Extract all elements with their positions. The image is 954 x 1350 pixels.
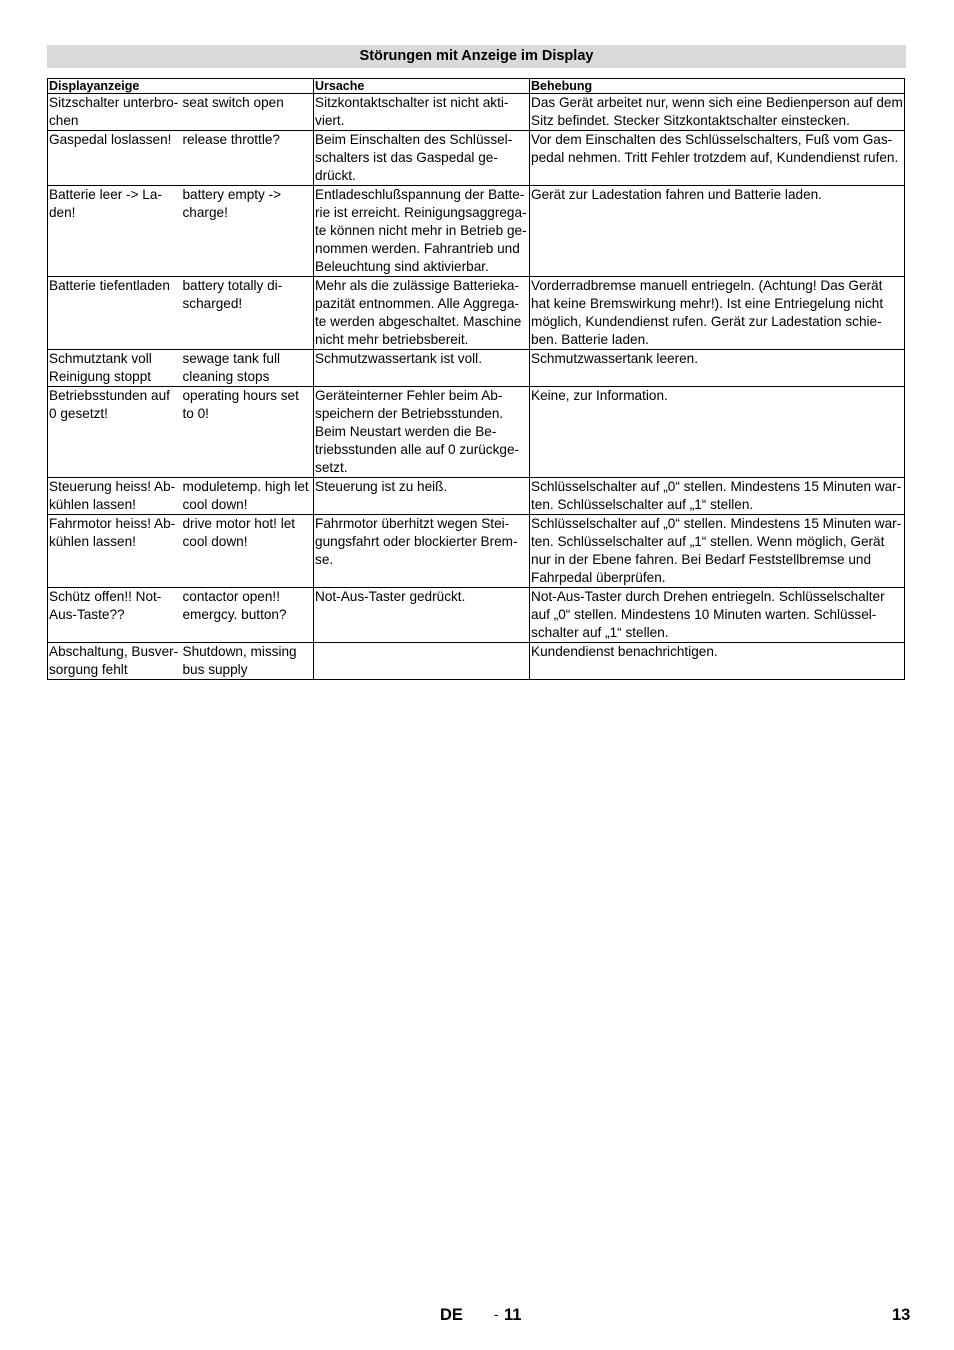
cause-cell: Not-Aus-Taster gedrückt. bbox=[314, 588, 530, 643]
fix-cell: Schmutzwassertank leeren. bbox=[530, 350, 905, 387]
display-text-de: Fahrmotor heiss! Ab- kühlen lassen! bbox=[48, 515, 182, 588]
table-row bbox=[48, 277, 905, 350]
footer-page-number: 13 bbox=[892, 1306, 911, 1324]
display-text-en: moduletemp. high let cool down! bbox=[182, 478, 314, 515]
cause-cell: Schmutzwassertank ist voll. bbox=[314, 350, 530, 387]
display-text-de: Gaspedal loslassen! bbox=[48, 131, 182, 186]
display-text-de: Betriebsstunden auf 0 gesetzt! bbox=[48, 387, 182, 478]
display-text-en: Shutdown, missing bus supply bbox=[182, 643, 314, 680]
display-text-en: seat switch open bbox=[182, 94, 314, 131]
cause-cell: Fahrmotor überhitzt wegen Stei- gungsfahrt oder blockierter Brem- se. bbox=[314, 515, 530, 588]
display-text-en: battery totally di- scharged! bbox=[182, 277, 314, 350]
table-row bbox=[48, 643, 905, 680]
display-text-de: Schütz offen!! Not- Aus-Taste?? bbox=[48, 588, 182, 643]
display-text-en: contactor open!! emergcy. button? bbox=[182, 588, 314, 643]
table-row bbox=[48, 186, 905, 277]
fix-cell: Schlüsselschalter auf „0“ stellen. Mindestens 15 Minuten war- ten. Schlüsselschalter auf „1“ stellen. bbox=[530, 478, 905, 515]
display-text-de: Schmutztank voll Reinigung stoppt bbox=[48, 350, 182, 387]
fix-cell: Schlüsselschalter auf „0“ stellen. Mindestens 15 Minuten war- ten. Schlüsselschalter auf „1“ stellen. Wenn möglich, Gerät nur in der Ebene fahren. Bei Bedarf Feststellbremse und Fahrpedal überprüfen. bbox=[530, 515, 905, 588]
footer-language: DE bbox=[440, 1306, 463, 1324]
cause-cell: Steuerung ist zu heiß. bbox=[314, 478, 530, 515]
display-text-en: release throttle? bbox=[182, 131, 314, 186]
footer-sub-page: 11 bbox=[504, 1306, 522, 1324]
fix-cell: Keine, zur Information. bbox=[530, 387, 905, 478]
header-fix: Behebung bbox=[530, 79, 905, 94]
table-row bbox=[48, 387, 905, 478]
fix-cell: Das Gerät arbeitet nur, wenn sich eine Bedienperson auf dem Sitz befindet. Stecker Sitzkontaktschalter einstecken. bbox=[530, 94, 905, 131]
header-cause: Ursache bbox=[314, 79, 530, 94]
fix-cell: Vorderradbremse manuell entriegeln. (Achtung! Das Gerät hat keine Bremswirkung mehr!). Ist eine Entriegelung nicht möglich, Kundendienst rufen. Gerät zur Ladestation schie- ben. Batterie laden. bbox=[530, 277, 905, 350]
display-text-en: operating hours set to 0! bbox=[182, 387, 314, 478]
display-text-de: Sitzschalter unterbro- chen bbox=[48, 94, 182, 131]
cause-cell: Geräteinterner Fehler beim Ab- speichern der Betriebsstunden. Beim Neustart werden die Be- triebsstunden alle auf 0 zurückge- setzt. bbox=[314, 387, 530, 478]
fix-cell: Vor dem Einschalten des Schlüsselschalters, Fuß vom Gas- pedal nehmen. Tritt Fehler trotzdem auf, Kundendienst rufen. bbox=[530, 131, 905, 186]
header-display: Displayanzeige bbox=[48, 79, 314, 94]
display-text-de: Batterie tiefentladen bbox=[48, 277, 182, 350]
footer-separator: - bbox=[494, 1306, 499, 1322]
table-row bbox=[48, 515, 905, 588]
display-text-en: battery empty -> charge! bbox=[182, 186, 314, 277]
display-text-de: Abschaltung, Busver- sorgung fehlt bbox=[48, 643, 182, 680]
table-row bbox=[48, 131, 905, 186]
table-row bbox=[48, 94, 905, 131]
table-header-row bbox=[48, 79, 905, 94]
cause-cell: Mehr als die zulässige Batterieka- pazität entnommen. Alle Aggrega- te werden abgeschaltet. Maschine nicht mehr betriebsbereit. bbox=[314, 277, 530, 350]
display-text-en: drive motor hot! let cool down! bbox=[182, 515, 314, 588]
cause-cell: Sitzkontaktschalter ist nicht akti- viert. bbox=[314, 94, 530, 131]
fault-table bbox=[47, 78, 905, 680]
display-text-en: sewage tank full cleaning stops bbox=[182, 350, 314, 387]
section-title: Störungen mit Anzeige im Display bbox=[47, 45, 906, 68]
table-row bbox=[48, 350, 905, 387]
fix-cell: Not-Aus-Taster durch Drehen entriegeln. Schlüsselschalter auf „0“ stellen. Mindestens 10 Minuten warten. Schlüssel- schalter auf „1“ stellen. bbox=[530, 588, 905, 643]
display-text-de: Steuerung heiss! Ab- kühlen lassen! bbox=[48, 478, 182, 515]
cause-cell: Beim Einschalten des Schlüssel- schalters ist das Gaspedal ge- drückt. bbox=[314, 131, 530, 186]
table-row bbox=[48, 588, 905, 643]
display-text-de: Batterie leer -> La- den! bbox=[48, 186, 182, 277]
fix-cell: Gerät zur Ladestation fahren und Batterie laden. bbox=[530, 186, 905, 277]
fix-cell: Kundendienst benachrichtigen. bbox=[530, 643, 905, 680]
cause-cell bbox=[314, 643, 530, 680]
cause-cell: Entladeschlußspannung der Batte- rie ist erreicht. Reinigungsaggrega- te können nicht mehr in Betrieb ge- nommen werden. Fahrantrieb und Beleuchtung sind aktivierbar. bbox=[314, 186, 530, 277]
table-row bbox=[48, 478, 905, 515]
